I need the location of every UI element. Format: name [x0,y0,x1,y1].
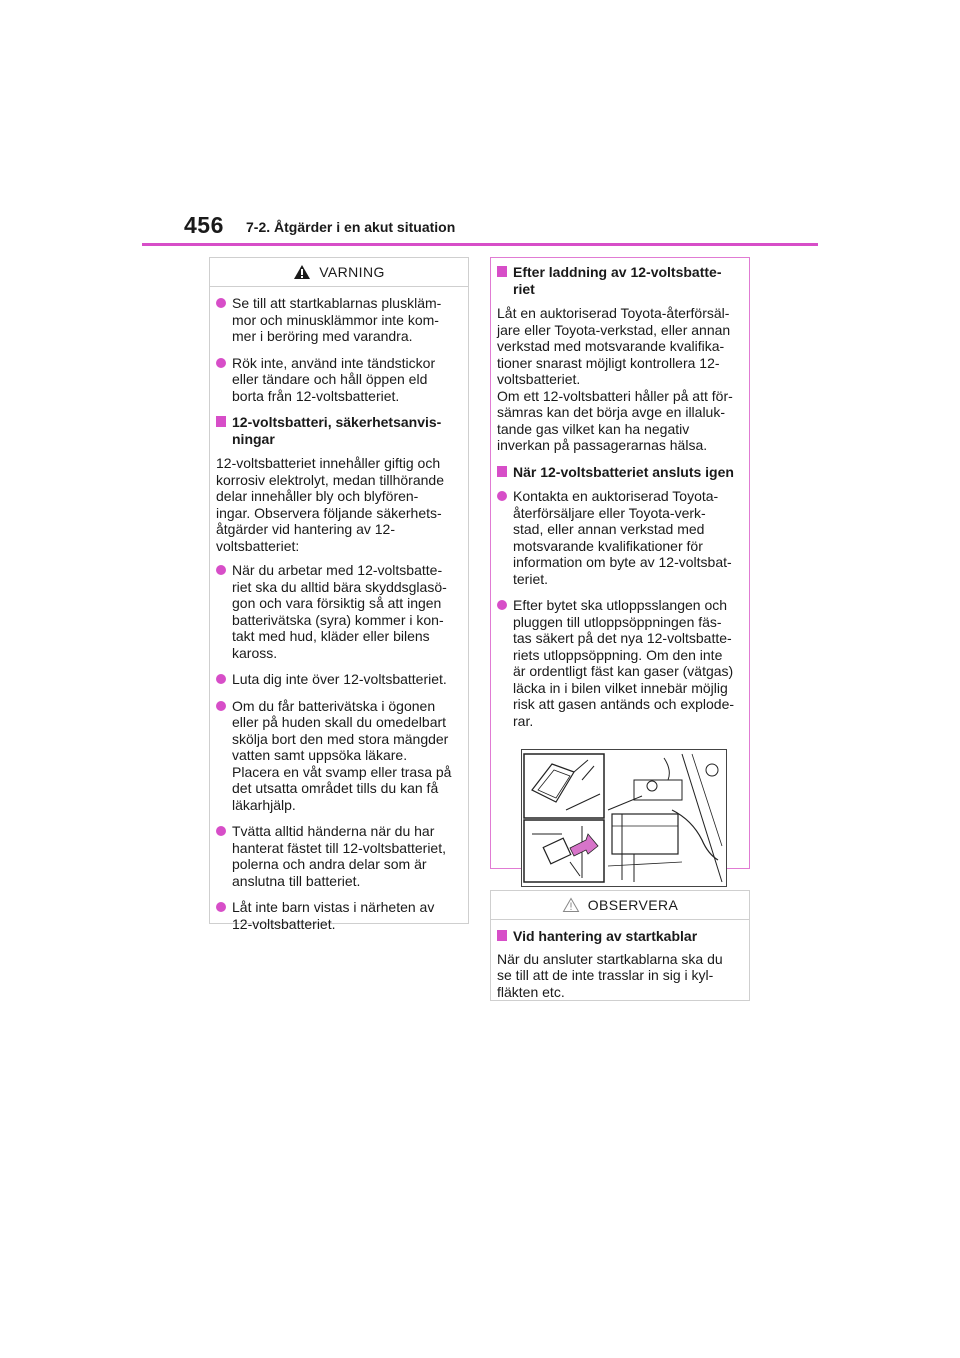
list-item: Låt inte barn vistas i närheten av 12-voltsbatteriet. [216,899,458,932]
paragraph: 12-voltsbatteriet innehåller giftig och korrosiv elektrolyt, medan tillhörande delar innehåller bly och blyfören- ingar. Observera följande säkerhets- åtgärder vid hantering av 12- voltsbatteriet: [216,455,444,554]
bullet-dot [216,298,226,308]
subheading: När 12-voltsbatteriet ansluts igen [497,464,739,481]
info-box [490,257,750,869]
notice-body [491,920,749,1016]
warning-body [210,287,468,950]
notice-label: OBSERVERA [587,896,679,913]
list-item: Kontakta en auktoriserad Toyota- återförsäljare eller Toyota-verk- stad, eller annan verkstad med motsvarande kvalifikationer för information om byte av 12-voltsbat- teriet. [497,488,739,587]
bullet-dot [216,902,226,912]
list-item: Luta dig inte över 12-voltsbatteriet. [216,671,458,688]
subheading: Vid hantering av startkablar [497,928,739,945]
square-bullet [497,466,507,477]
illustration-svg [522,750,726,886]
list-item: När du arbetar med 12-voltsbatte- riet ska du alltid bära skyddsglasö- gon och vara försiktig så att ingen batterivätska (syra) kommer i kon- takt med hud, kläder eller bilens kaross. [216,562,458,661]
bullet-dot [216,358,226,368]
square-bullet [216,416,226,427]
bullet-dot [216,674,226,684]
info-body [491,258,749,895]
bullet-dot [216,565,226,575]
paragraph: Låt en auktoriserad Toyota-återförsäl- jare eller Toyota-verkstad, eller annan verkstad med motsvarande kvalifika- tioner snarast möjligt kontrollera 12- voltsbatteriet. Om ett 12-voltsbatteri håller på att för- sämras kan det börja avge en illaluk- tande gas vilket kan ha negativ inverkan på passagerarnas hälsa. [497,305,733,453]
section-title: 7-2. Åtgärder i en akut situation [246,219,456,235]
list-item: Efter bytet ska utloppsslangen och pluggen till utloppsöppningen fäs- tas säkert på det nya 12-voltsbatte- riets utloppsöppning. Om den inte är ordentligt fäst kan gaser (vätgas) läcka in i bilen vilket innebär möjlig risk att gasen antänds och explode- rar. [497,597,739,729]
paragraph: När du ansluter startkablarna ska du se till att de inte trasslar in sig i kyl- fläkten etc. [497,950,723,1000]
bullet-dot [497,600,507,610]
square-bullet [497,266,507,277]
page-number: 456 [184,212,224,238]
subheading: Efter laddning av 12-voltsbatte- riet [497,264,739,297]
square-bullet [497,930,507,941]
warning-box [209,257,469,932]
warning-triangle-icon [293,264,311,280]
list-item: Tvätta alltid händerna när du har hanterat fästet till 12-voltsbatteriet, polerna och andra delar som är anslutna till batteriet. [216,823,458,889]
list-item: Om du får batterivätska i ögonen eller på huden skall du omedelbart skölja bort den med stora mängder vatten samt uppsöka läkare. Placera en våt svamp eller trasa på det utsatta området tills du kan få läkarhjälp. [216,698,458,814]
notice-header [491,891,749,920]
caution-triangle-icon [562,897,580,913]
list-item: Rök inte, använd inte tändstickor eller tändare och håll öppen eld borta från 12-voltsbatteriet. [216,355,458,405]
notice-box [490,890,750,1001]
list-item: Se till att startkablarnas pluskläm- mor och minusklämmor inte kom- mer i beröring med varandra. [216,295,458,345]
battery-drain-hose-illustration [521,749,727,887]
warning-header [210,258,468,287]
bullet-dot [216,701,226,711]
bullet-dot [497,491,507,501]
header-rule [142,243,818,246]
bullet-dot [216,826,226,836]
subheading: 12-voltsbatteri, säkerhetsanvis- ningar [216,414,458,447]
warning-label: VARNING [319,263,385,280]
